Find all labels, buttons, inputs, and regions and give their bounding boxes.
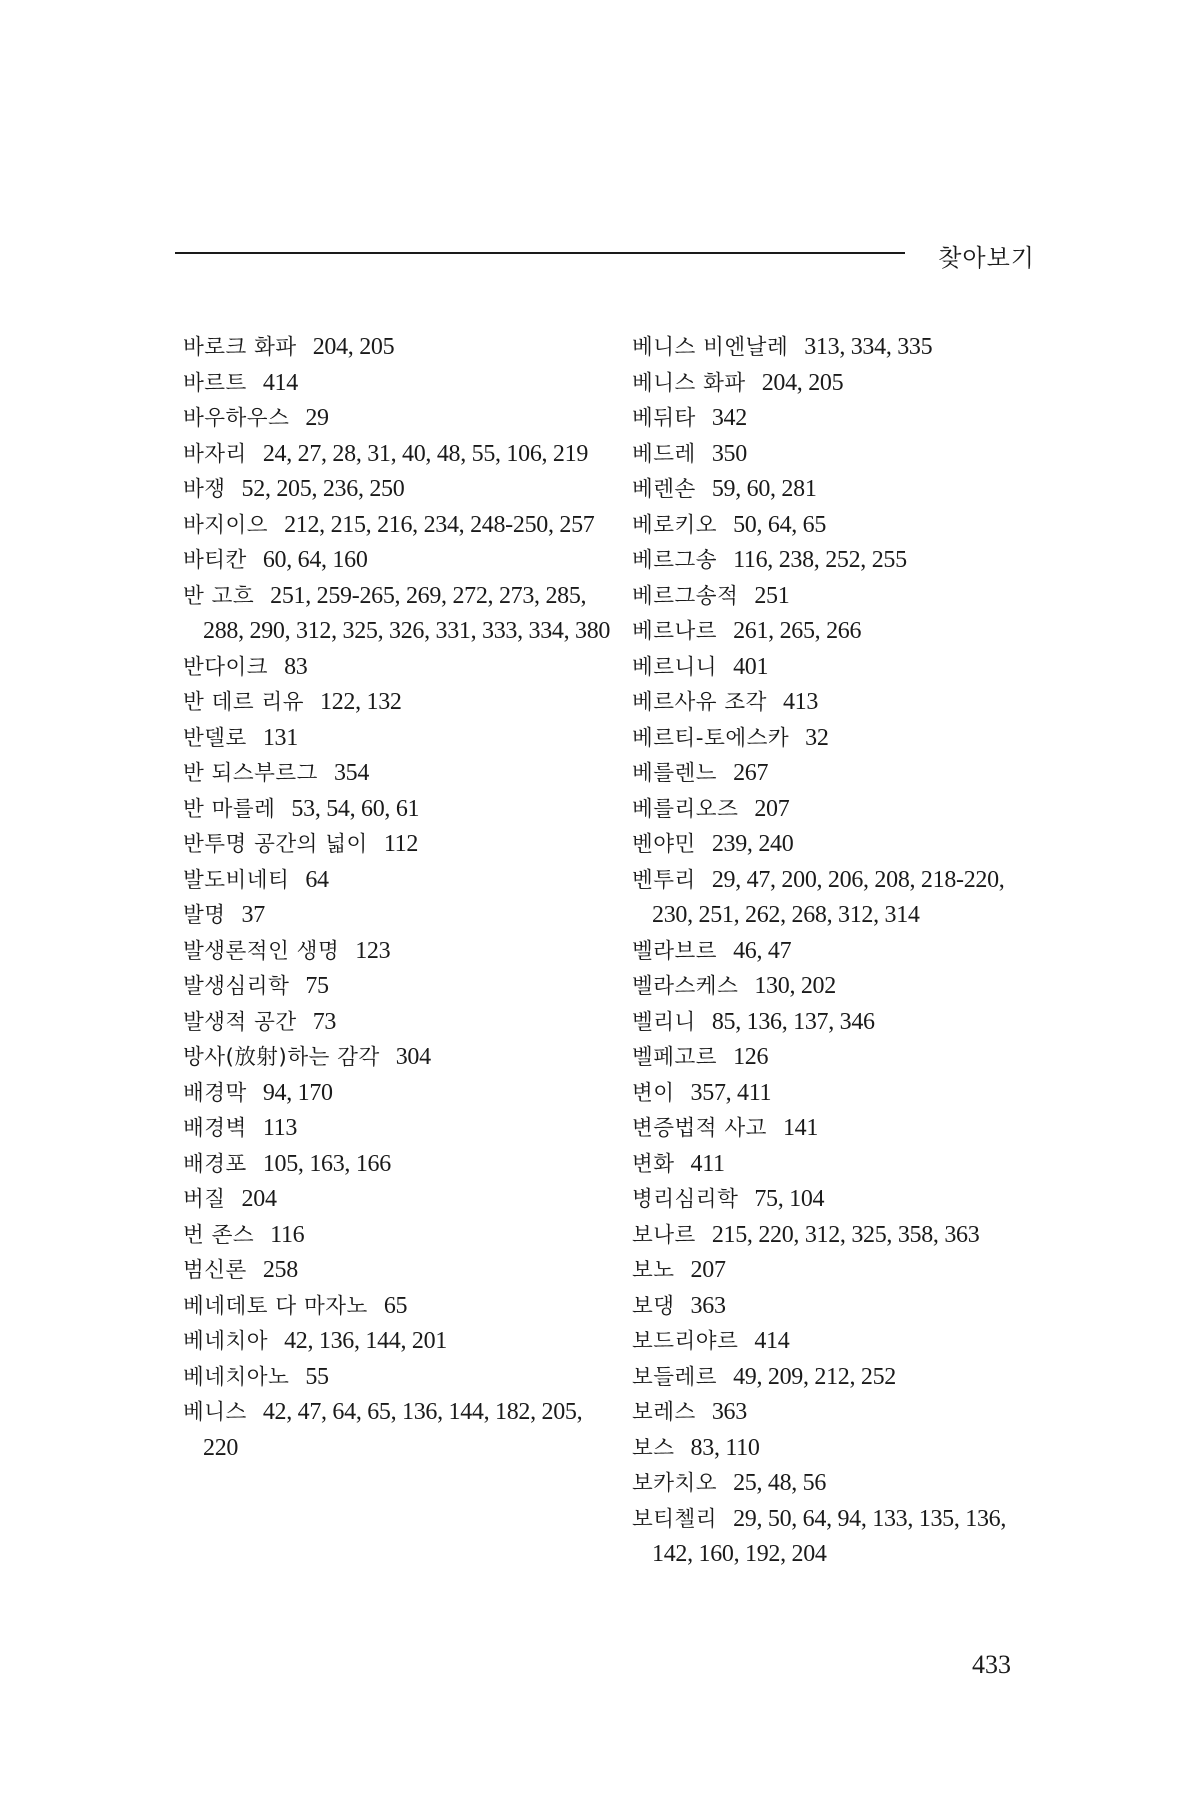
index-page-refs: 215, 220, 312, 325, 358, 363 (711, 1221, 980, 1248)
index-term: 바지이으 (183, 512, 269, 538)
index-page-refs: 354 (333, 760, 370, 786)
index-page-refs: 64 (305, 866, 329, 893)
index-term: 바쟁 (183, 477, 226, 502)
index-term: 보스 (632, 1435, 675, 1461)
index-term: 벨페고르 (632, 1045, 718, 1070)
index-entry (632, 1324, 1042, 1360)
index-page-refs: 52, 205, 236, 250 (241, 476, 405, 502)
index-page-refs: 363 (711, 1399, 747, 1425)
index-entry (183, 1111, 613, 1147)
index-entry (632, 1111, 1042, 1147)
index-page-refs: 342 (711, 405, 747, 431)
index-page-refs: 350 (711, 440, 747, 467)
index-page-refs: 141 (782, 1115, 819, 1141)
index-page-refs: 113 (262, 1115, 298, 1141)
index-page-refs: 204 (241, 1186, 277, 1212)
index-page-refs: 212, 215, 216, 234, 248-250, 257 (284, 511, 595, 538)
index-entry (183, 1005, 613, 1041)
index-term: 베를렌느 (632, 761, 718, 786)
section-title: 찾아보기 (938, 244, 1035, 272)
index-entry (183, 1182, 613, 1218)
index-term: 바우하우스 (183, 406, 290, 431)
index-term: 보드리야르 (632, 1329, 739, 1354)
index-term: 베르사유 조각 (632, 690, 767, 715)
index-term: 보댕 (632, 1293, 675, 1319)
index-term: 베르그송적 (632, 583, 739, 609)
index-entry (183, 827, 613, 863)
index-term: 변증법적 사고 (632, 1116, 767, 1141)
index-page-refs: 414 (262, 369, 298, 396)
index-page-refs: 313, 334, 335 (804, 334, 933, 360)
index-entry (632, 1431, 1042, 1467)
index-page-refs: 75, 104 (754, 1186, 825, 1212)
index-page-refs: 401 (733, 653, 769, 680)
index-term: 배경포 (183, 1151, 247, 1177)
index-page-refs: 258 (262, 1257, 298, 1283)
index-entry (632, 579, 1042, 615)
index-term: 베니스 (183, 1400, 247, 1425)
index-entry (183, 1395, 613, 1466)
index-entry (632, 1253, 1042, 1289)
index-page-refs: 414 (754, 1328, 790, 1354)
index-page-refs: 411 (690, 1150, 725, 1177)
index-term: 반다이크 (183, 654, 269, 680)
index-term: 번 존스 (183, 1222, 255, 1248)
index-entry (183, 579, 613, 650)
index-entry (632, 792, 1042, 828)
index-term: 베를리오즈 (632, 796, 739, 822)
index-entry (632, 650, 1042, 686)
index-page-refs: 83 (284, 653, 308, 680)
index-entry (632, 330, 1042, 366)
index-entry (632, 1040, 1042, 1076)
index-term: 베네데토 다 마자노 (183, 1293, 368, 1319)
index-term: 보카치오 (632, 1471, 718, 1496)
index-term: 바로크 화파 (183, 335, 297, 360)
index-entry (632, 934, 1042, 970)
index-page-refs: 49, 209, 212, 252 (733, 1363, 896, 1390)
index-term: 반 고흐 (183, 583, 255, 609)
index-term: 반 마를레 (183, 796, 276, 822)
index-term: 베로키오 (632, 512, 718, 538)
index-entry (183, 756, 613, 792)
index-entry (632, 827, 1042, 863)
index-entry (183, 472, 613, 508)
header-rule (175, 252, 905, 254)
index-page-refs: 116, 238, 252, 255 (733, 547, 907, 573)
index-page-refs: 207 (690, 1257, 726, 1283)
index-entry (183, 969, 613, 1005)
index-entry (632, 401, 1042, 437)
index-entry (183, 1076, 613, 1112)
index-term: 벨라브르 (632, 938, 718, 964)
index-term: 발생심리학 (183, 974, 290, 999)
index-entry (183, 863, 613, 899)
index-entry (632, 437, 1042, 473)
index-entry (183, 508, 613, 544)
index-term: 변이 (632, 1080, 675, 1106)
index-entry (632, 366, 1042, 402)
index-page-refs: 105, 163, 166 (262, 1150, 391, 1177)
index-entry (183, 1289, 613, 1325)
index-page-refs: 130, 202 (754, 973, 836, 999)
index-page-refs: 83, 110 (690, 1434, 760, 1461)
index-entry (183, 1360, 613, 1396)
index-term: 보레스 (632, 1400, 696, 1425)
index-entry (632, 1502, 1042, 1573)
index-page-refs: 126 (733, 1044, 769, 1070)
index-page-refs: 239, 240 (711, 831, 794, 857)
index-page-refs: 204, 205 (312, 334, 395, 360)
index-page-refs: 116 (270, 1221, 305, 1248)
index-entry (632, 756, 1042, 792)
index-entry (183, 1040, 613, 1076)
index-page-refs: 50, 64, 65 (733, 511, 827, 538)
index-page-refs: 46, 47 (733, 937, 792, 964)
index-page-refs: 32 (805, 724, 829, 751)
index-entry (183, 1324, 613, 1360)
index-entry (183, 685, 613, 721)
index-term: 베르티-토에스카 (632, 725, 790, 751)
index-page-refs: 413 (782, 689, 819, 715)
index-page-refs: 25, 48, 56 (733, 1470, 827, 1496)
index-entry (183, 1253, 613, 1289)
index-term: 벨리니 (632, 1009, 696, 1035)
index-entry (183, 1147, 613, 1183)
index-page-refs: 59, 60, 281 (711, 476, 817, 502)
index-page-refs: 251, 259-265, 269, 272, 273, 285, 288, 290, 312, 325, 326, 331, 333, 334, 380 (203, 582, 611, 644)
index-page-refs: 24, 27, 28, 31, 40, 48, 55, 106, 219 (262, 440, 589, 467)
index-entry (632, 614, 1042, 650)
index-term: 배경벽 (183, 1116, 247, 1141)
index-term: 베르그송 (632, 548, 718, 573)
index-entry (632, 1076, 1042, 1112)
index-page-refs: 363 (690, 1292, 726, 1319)
index-page-refs: 65 (383, 1292, 408, 1319)
index-term: 방사(放射)하는 감각 (183, 1045, 380, 1070)
index-page-refs: 267 (733, 760, 769, 786)
index-page-refs: 29 (305, 405, 329, 431)
index-entry (632, 1289, 1042, 1325)
index-entry (632, 1147, 1042, 1183)
index-term: 반델로 (183, 725, 247, 751)
index-entry (632, 863, 1042, 934)
index-term: 벤투리 (632, 867, 696, 893)
index-term: 발생적 공간 (183, 1009, 297, 1035)
index-entry (632, 1005, 1042, 1041)
index-term: 보나르 (632, 1222, 696, 1248)
index-term: 보들레르 (632, 1364, 718, 1390)
index-entry (632, 721, 1042, 757)
page-number: 433 (972, 1650, 1011, 1679)
index-term: 벨라스케스 (632, 974, 739, 999)
index-term: 베니스 비엔날레 (632, 335, 789, 360)
index-page-refs: 304 (395, 1044, 431, 1070)
index-term: 발도비네티 (183, 867, 290, 893)
index-term: 보티첼리 (632, 1506, 718, 1532)
index-page-refs: 261, 265, 266 (733, 618, 862, 644)
index-term: 바자리 (183, 441, 247, 467)
index-entry (183, 1218, 613, 1254)
index-term: 베니스 화파 (632, 370, 746, 396)
index-entry (183, 543, 613, 579)
index-term: 발명 (183, 903, 226, 928)
index-entry (632, 472, 1042, 508)
index-term: 병리심리학 (632, 1187, 739, 1212)
index-page-refs: 55 (305, 1363, 329, 1390)
index-term: 바르트 (183, 370, 247, 396)
running-header (175, 238, 1035, 278)
index-term: 발생론적인 생명 (183, 938, 340, 964)
index-term: 베뒤타 (632, 406, 696, 431)
index-term: 배경막 (183, 1080, 247, 1106)
index-entry (183, 898, 613, 934)
index-page-refs: 112 (383, 831, 419, 857)
index-page-refs: 75 (305, 973, 329, 999)
index-page-refs: 131 (262, 724, 298, 751)
index-entry (183, 792, 613, 828)
index-entry (632, 685, 1042, 721)
index-entry (632, 1395, 1042, 1431)
index-page-refs: 85, 136, 137, 346 (711, 1008, 875, 1035)
index-entry (183, 330, 613, 366)
index-page-refs: 29, 47, 200, 206, 208, 218-220, 230, 251, 262, 268, 312, 314 (652, 866, 1005, 928)
index-page-refs: 94, 170 (262, 1079, 333, 1106)
index-page-refs: 207 (754, 795, 790, 822)
index-entry (183, 437, 613, 473)
index-term: 베네치아노 (183, 1364, 290, 1390)
index-entry (632, 1218, 1042, 1254)
index-entry (183, 401, 613, 437)
index-column-left (183, 330, 613, 1466)
index-term: 반투명 공간의 넓이 (183, 832, 368, 857)
index-entry (632, 508, 1042, 544)
index-term: 반 되스부르그 (183, 761, 318, 786)
index-page-refs: 42, 136, 144, 201 (284, 1328, 447, 1354)
index-entry (183, 934, 613, 970)
index-page-refs: 357, 411 (690, 1079, 772, 1106)
index-term: 베르나르 (632, 619, 718, 644)
index-entry (183, 366, 613, 402)
index-entry (632, 1360, 1042, 1396)
index-page-refs: 29, 50, 64, 94, 133, 135, 136, 142, 160, 192, 204 (652, 1505, 1007, 1567)
index-term: 버질 (183, 1187, 226, 1212)
index-term: 반 데르 리유 (183, 690, 305, 715)
index-entry (632, 969, 1042, 1005)
index-column-right (632, 330, 1042, 1573)
index-entry (632, 1182, 1042, 1218)
index-entry (632, 1466, 1042, 1502)
index-term: 베렌손 (632, 477, 696, 502)
index-term: 벤야민 (632, 832, 696, 857)
index-page-refs: 60, 64, 160 (262, 547, 368, 573)
index-term: 베드레 (632, 441, 696, 467)
index-entry (632, 543, 1042, 579)
index-page-refs: 122, 132 (320, 689, 402, 715)
index-page-refs: 53, 54, 60, 61 (291, 795, 420, 822)
index-page-refs: 204, 205 (761, 369, 844, 396)
index-entry (183, 721, 613, 757)
index-term: 베르니니 (632, 654, 718, 680)
index-page-refs: 123 (355, 937, 391, 964)
index-term: 베네치아 (183, 1329, 269, 1354)
index-term: 바티칸 (183, 548, 247, 573)
index-term: 변화 (632, 1151, 675, 1177)
index-term: 보노 (632, 1258, 675, 1283)
index-term: 범신론 (183, 1258, 247, 1283)
index-entry (183, 650, 613, 686)
index-page-refs: 73 (312, 1008, 337, 1035)
index-page-refs: 42, 47, 64, 65, 136, 144, 182, 205, 220 (203, 1399, 583, 1461)
index-page-refs: 37 (241, 902, 265, 928)
index-page-refs: 251 (754, 582, 790, 609)
